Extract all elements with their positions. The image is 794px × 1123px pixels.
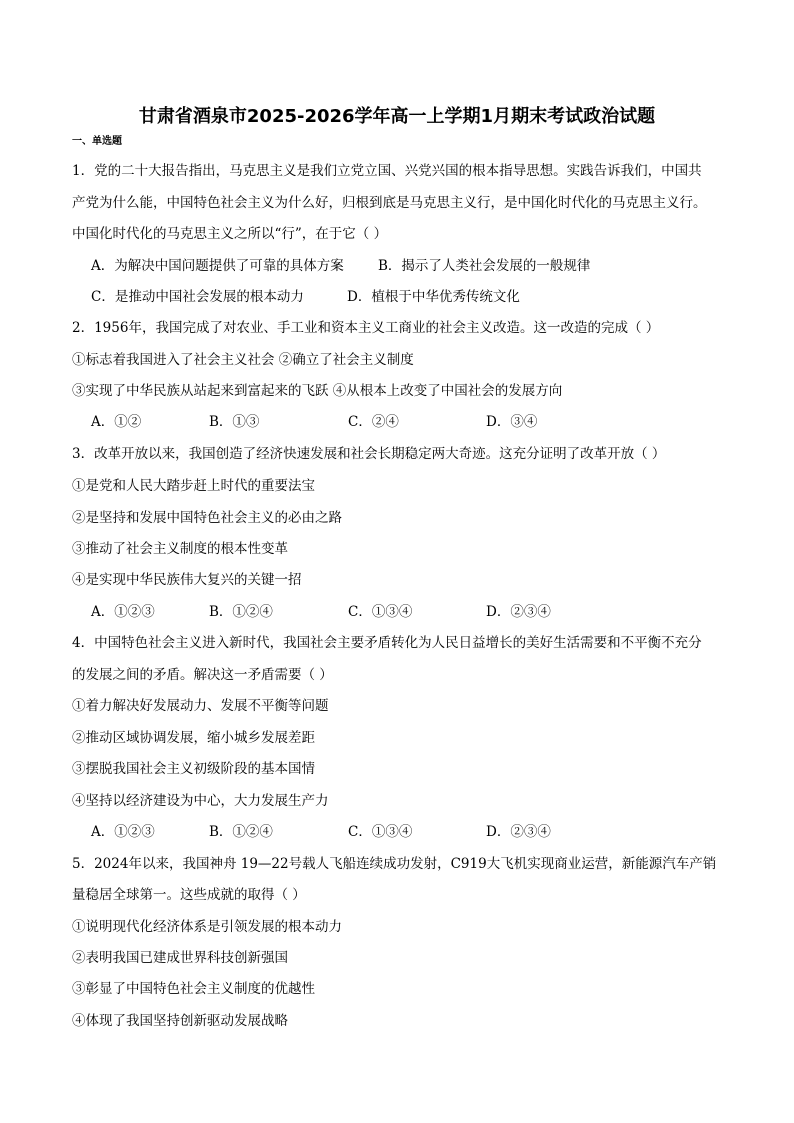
question-5-statement-4: ④体现了我国坚持创新驱动发展战略	[72, 1013, 288, 1029]
question-5-text-line-2: 量稳居全球第一。这些成就的取得（ ）	[72, 887, 306, 903]
question-4-statement-1: ①着力解决好发展动力、发展不平衡等问题	[72, 698, 329, 714]
question-5-statement-1: ①说明现代化经济体系是引领发展的根本动力	[72, 919, 342, 935]
question-3-statement-2: ②是坚持和发展中国特色社会主义的必由之路	[72, 510, 342, 526]
question-4-option-a: A．①②③	[91, 824, 155, 840]
question-1-option-b: B．揭示了人类社会发展的一般规律	[378, 258, 591, 274]
question-1-option-a: A．为解决中国问题提供了可靠的具体方案	[91, 258, 344, 274]
question-2-option-d: D．③④	[486, 414, 538, 430]
question-3-option-a: A．①②③	[91, 604, 155, 620]
question-2-text-line-1: 2．1956年，我国完成了对农业、手工业和资本主义工商业的社会主义改造。这一改造的完成（ ）	[72, 320, 660, 336]
question-3-statement-1: ①是党和人民大踏步赶上时代的重要法宝	[72, 478, 315, 494]
question-3-option-d: D．②③④	[486, 604, 551, 620]
question-2-option-b: B．①③	[209, 414, 260, 430]
question-1-text-line-1: 1．党的二十大报告指出，马克思主义是我们立党立国、兴党兴国的根本指导思想。实践告诉我们，中国共	[72, 163, 702, 179]
question-3-statement-4: ④是实现中华民族伟大复兴的关键一招	[72, 572, 302, 588]
question-4-statement-3: ③摆脱我国社会主义初级阶段的基本国情	[72, 761, 315, 777]
question-3-option-c: C．①③④	[348, 604, 413, 620]
question-4-text-line-1: 4．中国特色社会主义进入新时代，我国社会主要矛盾转化为人民日益增长的美好生活需要和不平衡不充分	[72, 635, 702, 651]
page-title: 甘肃省酒泉市2025-2026学年高一上学期1月期末考试政治试题	[138, 106, 656, 127]
question-5-statement-2: ②表明我国已建成世界科技创新强国	[72, 950, 288, 966]
question-4-option-b: B．①②④	[209, 824, 273, 840]
question-5-statement-3: ③彰显了中国特色社会主义制度的优越性	[72, 981, 315, 997]
question-1-text-line-3: 中国化时代化的马克思主义之所以“行”，在于它（ ）	[72, 226, 388, 242]
question-1-option-d: D．植根于中华优秀传统文化	[347, 289, 520, 305]
question-1-text-line-2: 产党为什么能，中国特色社会主义为什么好，归根到底是马克思主义行，是中国化时代化的马克思主义行。	[72, 195, 707, 211]
question-4-text-line-2: 的发展之间的矛盾。解决这一矛盾需要（ ）	[72, 667, 333, 683]
question-1-option-c: C．是推动中国社会发展的根本动力	[91, 289, 304, 305]
question-5-text-line-1: 5．2024年以来，我国神舟 19—22号载人飞船连续成功发射，C919大飞机实现商业运营，新能源汽车产销	[72, 856, 717, 872]
question-4-option-d: D．②③④	[486, 824, 551, 840]
question-2-statements-3-4: ③实现了中华民族从站起来到富起来的飞跃 ④从根本上改变了中国社会的发展方向	[72, 383, 563, 399]
question-2-option-c: C．②④	[348, 414, 399, 430]
question-3-option-b: B．①②④	[209, 604, 273, 620]
question-3-statement-3: ③推动了社会主义制度的根本性变革	[72, 541, 288, 557]
question-2-option-a: A．①②	[91, 414, 142, 430]
question-4-statement-4: ④坚持以经济建设为中心，大力发展生产力	[72, 793, 329, 809]
section-heading: 一、单选题	[72, 136, 122, 147]
question-2-statements-1-2: ①标志着我国进入了社会主义社会 ②确立了社会主义制度	[72, 352, 414, 368]
question-4-statement-2: ②推动区域协调发展，缩小城乡发展差距	[72, 730, 315, 746]
question-3-text-line-1: 3．改革开放以来，我国创造了经济快速发展和社会长期稳定两大奇迹。这充分证明了改革开放（ ）	[72, 446, 666, 462]
question-4-option-c: C．①③④	[348, 824, 413, 840]
